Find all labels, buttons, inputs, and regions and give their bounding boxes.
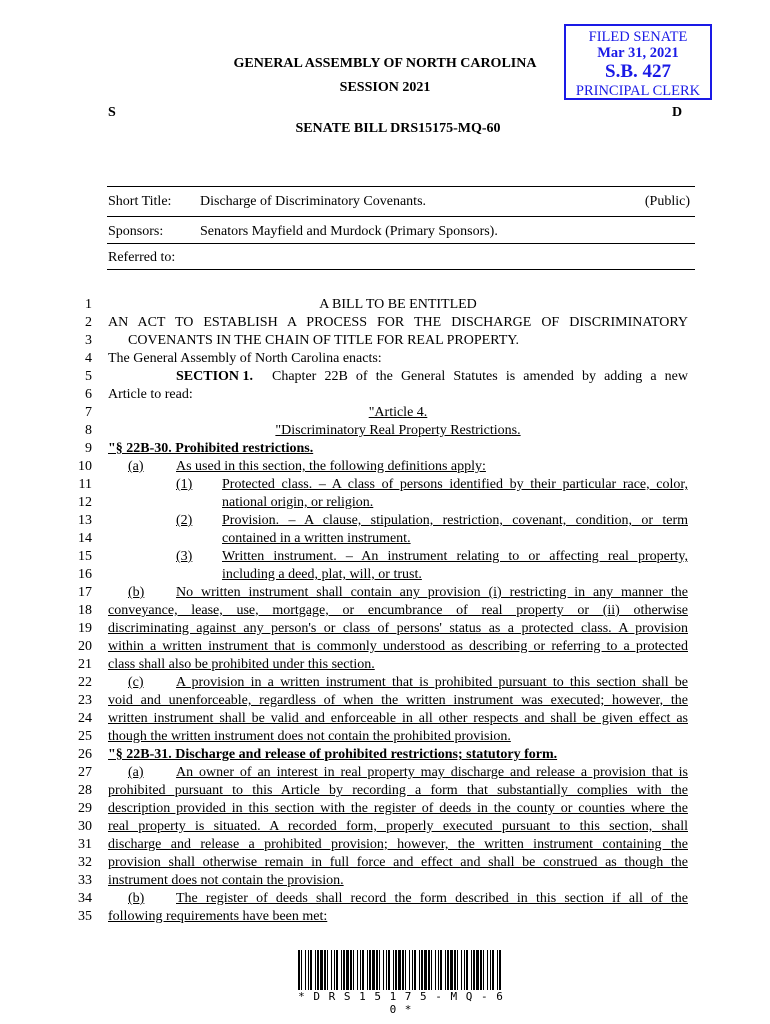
line-number: 30 xyxy=(78,819,92,834)
left-code: S xyxy=(108,105,116,120)
statute-heading: "§ 22B-31. Discharge and release of prohibited restrictions; statutory form. xyxy=(108,747,558,762)
barcode-bar xyxy=(336,950,338,990)
barcode-bar xyxy=(471,950,472,990)
barcode-bar xyxy=(421,950,423,990)
statute-text: void and unenforceable, regardless of when the written instrument was executed; however, the xyxy=(108,693,688,708)
statute-text: including a deed, plat, will, or trust. xyxy=(222,567,422,582)
barcode-bar xyxy=(360,950,361,990)
barcode-caption: * D R S 1 5 1 7 5 - M Q - 6 0 * xyxy=(298,990,504,1016)
barcode-bar xyxy=(350,950,352,990)
barcode-bar xyxy=(305,950,306,990)
barcode-bar xyxy=(412,950,413,990)
stamp-bill-number: S.B. 427 xyxy=(605,61,671,82)
referred-label: Referred to: xyxy=(108,250,176,265)
subsection-label: (a) xyxy=(128,765,144,780)
section-text: Chapter 22B of the General Statutes is amended by adding a new xyxy=(272,369,688,384)
sponsors-value: Senators Mayfield and Murdock (Primary Sponsors). xyxy=(200,224,498,239)
statute-text: following requirements have been met: xyxy=(108,909,328,924)
statute-text: discriminating against any person's or class of persons' status as a protected class. A provision xyxy=(108,621,688,636)
barcode-bar xyxy=(487,950,488,990)
line-number: 20 xyxy=(78,639,92,654)
barcode-bar xyxy=(379,950,380,990)
barcode-bar xyxy=(398,950,401,990)
bill-id: SENATE BILL DRS15175-MQ-60 xyxy=(295,121,501,136)
statute-text: written instrument shall be valid and enforceable in all other respects and shall be given effect as xyxy=(108,711,688,726)
line-number: 18 xyxy=(78,603,92,618)
line-number: 14 xyxy=(78,531,92,546)
barcode-bar xyxy=(383,950,384,990)
line-number: 6 xyxy=(85,387,92,402)
assembly-title: GENERAL ASSEMBLY OF NORTH CAROLINA xyxy=(233,56,537,71)
barcode-bar xyxy=(431,950,432,990)
line-number: 33 xyxy=(78,873,92,888)
definition-number: (2) xyxy=(176,513,193,528)
barcode-bar xyxy=(308,950,309,990)
subsection-label: (b) xyxy=(128,891,145,906)
short-title-type: (Public) xyxy=(644,194,690,209)
definition-number: (1) xyxy=(176,477,193,492)
line-number: 21 xyxy=(78,657,92,672)
statute-text: An owner of an interest in real property may discharge and release a provision that is xyxy=(176,765,688,780)
meta-rule-1 xyxy=(107,216,695,217)
line-number: 1 xyxy=(85,297,92,312)
statute-text: The register of deeds shall record the form described in this section if all of the xyxy=(176,891,688,906)
barcode-bar xyxy=(466,950,468,990)
statute-text: As used in this section, the following definitions apply: xyxy=(176,459,486,474)
line-number: 23 xyxy=(78,693,92,708)
line-number: 13 xyxy=(78,513,92,528)
barcode-bar xyxy=(317,950,319,990)
short-title-value: Discharge of Discriminatory Covenants. xyxy=(200,194,427,209)
statute-text: prohibited pursuant to this Article by recording a form that substantially complies with the xyxy=(108,783,688,798)
barcode-bar xyxy=(461,950,462,990)
line-number: 35 xyxy=(78,909,92,924)
barcode-bar xyxy=(419,950,420,990)
barcode-bar xyxy=(480,950,482,990)
line-number: 3 xyxy=(85,333,92,348)
barcode-bar xyxy=(393,950,394,990)
barcode-bar xyxy=(353,950,354,990)
statute-text: conveyance, lease, use, mortgage, or encumbrance of real property or (ii) otherwise xyxy=(108,603,688,618)
line-number: 31 xyxy=(78,837,92,852)
barcode-bar xyxy=(457,950,458,990)
statute-text: description provided in this section with the register of deeds in the county or counties where the xyxy=(108,801,688,816)
meta-rule-3 xyxy=(107,269,695,270)
barcode-bar xyxy=(438,950,439,990)
barcode-bar xyxy=(386,950,387,990)
article-title: "Discriminatory Real Property Restrictions. xyxy=(275,423,521,438)
line-number: 2 xyxy=(85,315,92,330)
sponsors-label: Sponsors: xyxy=(108,224,164,239)
barcode-bar xyxy=(334,950,335,990)
enacting-clause: The General Assembly of North Carolina enacts: xyxy=(108,351,382,366)
statute-text: class shall also be prohibited under this section. xyxy=(108,657,375,672)
line-number: 34 xyxy=(78,891,92,906)
statute-heading: "§ 22B-30. Prohibited restrictions. xyxy=(108,441,314,456)
line-number: 19 xyxy=(78,621,92,636)
line-number: 5 xyxy=(85,369,92,384)
statute-text: No written instrument shall contain any provision (i) restricting in any manner the xyxy=(176,585,688,600)
barcode-bar xyxy=(372,950,375,990)
barcode-bar xyxy=(440,950,442,990)
right-code: D xyxy=(672,105,683,120)
barcode-bar xyxy=(395,950,397,990)
article-heading: "Article 4. xyxy=(368,405,428,420)
barcode-bar xyxy=(388,950,390,990)
barcode-bar xyxy=(346,950,349,990)
line-number: 16 xyxy=(78,567,92,582)
stamp-date: Mar 31, 2021 xyxy=(597,45,679,61)
stamp-clerk: PRINCIPAL CLERK xyxy=(575,83,701,99)
barcode-bar xyxy=(320,950,323,990)
section-label: SECTION 1. xyxy=(176,369,254,384)
statute-text: Protected class. – A class of persons identified by their particular race, color, xyxy=(222,477,688,492)
line-number: 9 xyxy=(85,441,92,456)
barcode-bar xyxy=(298,950,300,990)
meta-top-rule xyxy=(107,186,695,187)
barcode-bar xyxy=(367,950,368,990)
section-text: Article to read: xyxy=(108,387,193,402)
line-number: 26 xyxy=(78,747,92,762)
statute-text: real property is situated. A recorded form, properly executed pursuant to this section, shall xyxy=(108,819,688,834)
barcode-bar xyxy=(315,950,316,990)
statute-text: A provision in a written instrument that is prohibited pursuant to this section shall be xyxy=(176,675,688,690)
statute-text: national origin, or religion. xyxy=(222,495,374,510)
line-number: 12 xyxy=(78,495,92,510)
barcode-bar xyxy=(301,950,302,990)
barcode-bar xyxy=(497,950,498,990)
line-number: 17 xyxy=(78,585,92,600)
session-title: SESSION 2021 xyxy=(339,80,431,95)
line-number: 27 xyxy=(78,765,92,780)
line-number: 4 xyxy=(85,351,92,366)
line-number: 29 xyxy=(78,801,92,816)
line-number: 24 xyxy=(78,711,92,726)
barcode-bar xyxy=(450,950,453,990)
barcode-bar xyxy=(445,950,446,990)
barcode-bar xyxy=(327,950,328,990)
bill-title-heading: A BILL TO BE ENTITLED xyxy=(319,297,477,312)
barcode-bar xyxy=(483,950,484,990)
barcode-bar xyxy=(424,950,427,990)
barcode-bar xyxy=(490,950,491,990)
barcode xyxy=(298,950,504,990)
statute-text: provision shall otherwise remain in full force and effect and shall be construed as though the xyxy=(108,855,688,870)
meta-rule-2 xyxy=(107,243,695,244)
barcode-bar xyxy=(331,950,332,990)
barcode-bar xyxy=(476,950,479,990)
barcode-bar xyxy=(376,950,378,990)
line-number: 11 xyxy=(78,477,92,492)
barcode-bar xyxy=(357,950,358,990)
barcode-bar xyxy=(405,950,406,990)
subsection-label: (a) xyxy=(128,459,144,474)
barcode-bar xyxy=(324,950,326,990)
statute-text: discharge and release a prohibited provision; however, the written instrument containing the xyxy=(108,837,688,852)
subsection-label: (b) xyxy=(128,585,145,600)
barcode-bar xyxy=(473,950,475,990)
stamp-filed: FILED SENATE xyxy=(588,29,688,45)
line-number: 8 xyxy=(85,423,92,438)
barcode-bar xyxy=(454,950,456,990)
barcode-bar xyxy=(447,950,449,990)
barcode-bar xyxy=(409,950,410,990)
barcode-bar xyxy=(435,950,436,990)
barcode-bar xyxy=(362,950,364,990)
barcode-bar xyxy=(499,950,501,990)
line-number: 28 xyxy=(78,783,92,798)
barcode-bar xyxy=(428,950,430,990)
definition-number: (3) xyxy=(176,549,193,564)
statute-text: within a written instrument that is commonly understood as describing or referring to a protected xyxy=(108,639,688,654)
barcode-bar xyxy=(310,950,312,990)
statute-text: contained in a written instrument. xyxy=(222,531,411,546)
statute-text: Provision. – A clause, stipulation, restriction, covenant, condition, or term xyxy=(222,513,688,528)
line-number: 25 xyxy=(78,729,92,744)
barcode-bar xyxy=(343,950,345,990)
line-number: 22 xyxy=(78,675,92,690)
line-number: 15 xyxy=(78,549,92,564)
line-number: 7 xyxy=(85,405,92,420)
barcode-bar xyxy=(414,950,416,990)
short-title-label: Short Title: xyxy=(108,194,172,209)
line-number: 10 xyxy=(78,459,92,474)
barcode-bar xyxy=(341,950,342,990)
barcode-bar xyxy=(464,950,465,990)
barcode-bar xyxy=(492,950,494,990)
statute-text: instrument does not contain the provision. xyxy=(108,873,344,888)
statute-text: Written instrument. – An instrument relating to or affecting real property, xyxy=(222,549,688,564)
statute-text: though the written instrument does not contain the prohibited provision. xyxy=(108,729,511,744)
subsection-label: (c) xyxy=(128,675,144,690)
act-title-line: COVENANTS IN THE CHAIN OF TITLE FOR REAL PROPERTY. xyxy=(128,333,520,348)
line-number: 32 xyxy=(78,855,92,870)
act-title-line: AN ACT TO ESTABLISH A PROCESS FOR THE DISCHARGE OF DISCRIMINATORY xyxy=(108,315,688,330)
filed-stamp xyxy=(564,24,712,100)
barcode-bar xyxy=(402,950,404,990)
barcode-bar xyxy=(369,950,371,990)
